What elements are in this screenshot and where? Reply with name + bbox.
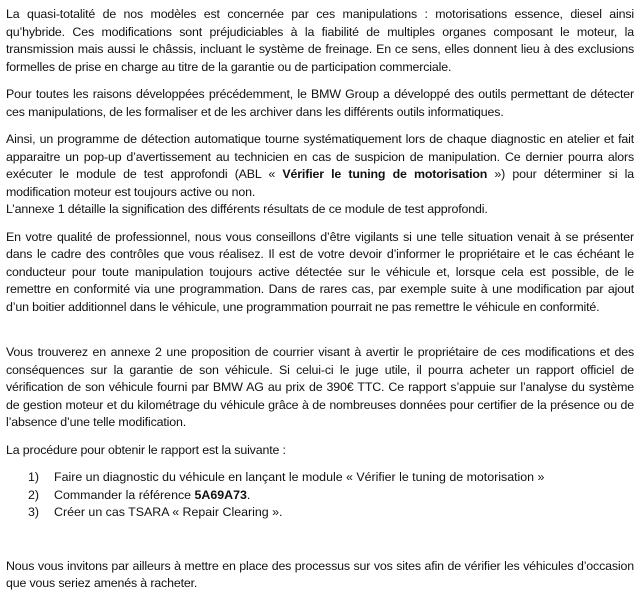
module-name-bold: Vérifier le tuning de motorisation bbox=[282, 167, 488, 181]
step-text: Faire un diagnostic du véhicule en lançant le module « Vérifier le tuning de motorisation » bbox=[54, 470, 545, 484]
step-text: Créer un cas TSARA « Repair Clearing ». bbox=[54, 505, 283, 519]
paragraph-annex-2: Vous trouverez en annexe 2 une proposition de courrier visant à avertir le propriétaire de ces modifications et des conséquences sur la garantie de son véhicule. Si celui-ci le juge utile, il pourra acheter un rapport officiel de vérification de son véhicule fourni par BMW AG au prix de 390€ TTC. Ce rapport s’appuie sur l’analyse du système de gestion moteur et du kilométrage du véhicule grâce à de nombreuses données pour certifier de la présence ou de l’absence d’une telle modification. bbox=[6, 345, 634, 429]
procedure-step bbox=[6, 487, 634, 505]
step-number: 3) bbox=[28, 505, 40, 519]
procedure-step bbox=[6, 469, 634, 487]
step-text: Commander la référence 5A69A73. bbox=[54, 487, 251, 502]
step-number: 2) bbox=[28, 487, 40, 502]
paragraph-detection-tools: Pour toutes les raisons développées précédemment, le BMW Group a développé des outils permettant de détecter ces manipulations, de les formaliser et de les archiver dans les différents outils informatiques. bbox=[6, 87, 634, 119]
paragraph-detection-program bbox=[6, 131, 634, 201]
procedure-intro: La procédure pour obtenir le rapport est la suivante : bbox=[6, 442, 286, 457]
reference-code-bold: 5A69A73 bbox=[194, 487, 247, 502]
paragraph-detection-program-text: Ainsi, un programme de détection automatique tourne systématiquement lors de chaque diagnostic en atelier et fait apparaitre un pop-up d’avertissement au technicien en cas de suspicion de manipulation. Ce dernier pourra alors exécuter le module de test approfondi (ABL « bbox=[6, 132, 634, 181]
paragraph-models-concerned: La quasi-totalité de nos modèles est concernée par ces manipulations : motorisations essence, diesel ainsi qu’hybride. Ces modifications sont préjudiciables à la fiabilité de multiples organes composant le moteur, la transmission mais aussi le châssis, incluant le système de freinage. En ce sens, elles donnent lieu à des exclusions formelles de prise en charge au titre de la garantie ou de participation commerciale. bbox=[6, 7, 634, 74]
step-number: 1) bbox=[28, 470, 40, 484]
procedure-steps-list bbox=[6, 469, 634, 522]
procedure-step bbox=[6, 504, 634, 522]
paragraph-used-vehicles: Nous vous invitons par ailleurs à mettre en place des processus sur vos sites afin de vérifier les véhicules d’occasion que vous seriez amenés à racheter. bbox=[6, 558, 634, 590]
paragraph-professional-advice: En votre qualité de professionnel, nous vous conseillons d’être vigilants si une telle situation venait à se présenter dans le cadre des contrôles que vous réalisez. Il est de votre devoir d’informer le propriétaire et le cas échéant le conducteur pour toute manipulation toujours active détectée sur le véhicule et, lorsque cela est possible, de le remettre en conformité via une programmation. Dans de rares cas, par exemple suite à une modification par ajout d’un boitier additionnel dans le véhicule, une programmation pourrait ne pas remettre le véhicule en conformité. bbox=[6, 229, 634, 314]
paragraph-detection-program-text-end: ») pour déterminer si la modification moteur est toujours active ou non. bbox=[6, 167, 634, 199]
paragraph-annex-1: L’annexe 1 détaille la signification des différents résultats de ce module de test approfondi. bbox=[6, 202, 488, 216]
